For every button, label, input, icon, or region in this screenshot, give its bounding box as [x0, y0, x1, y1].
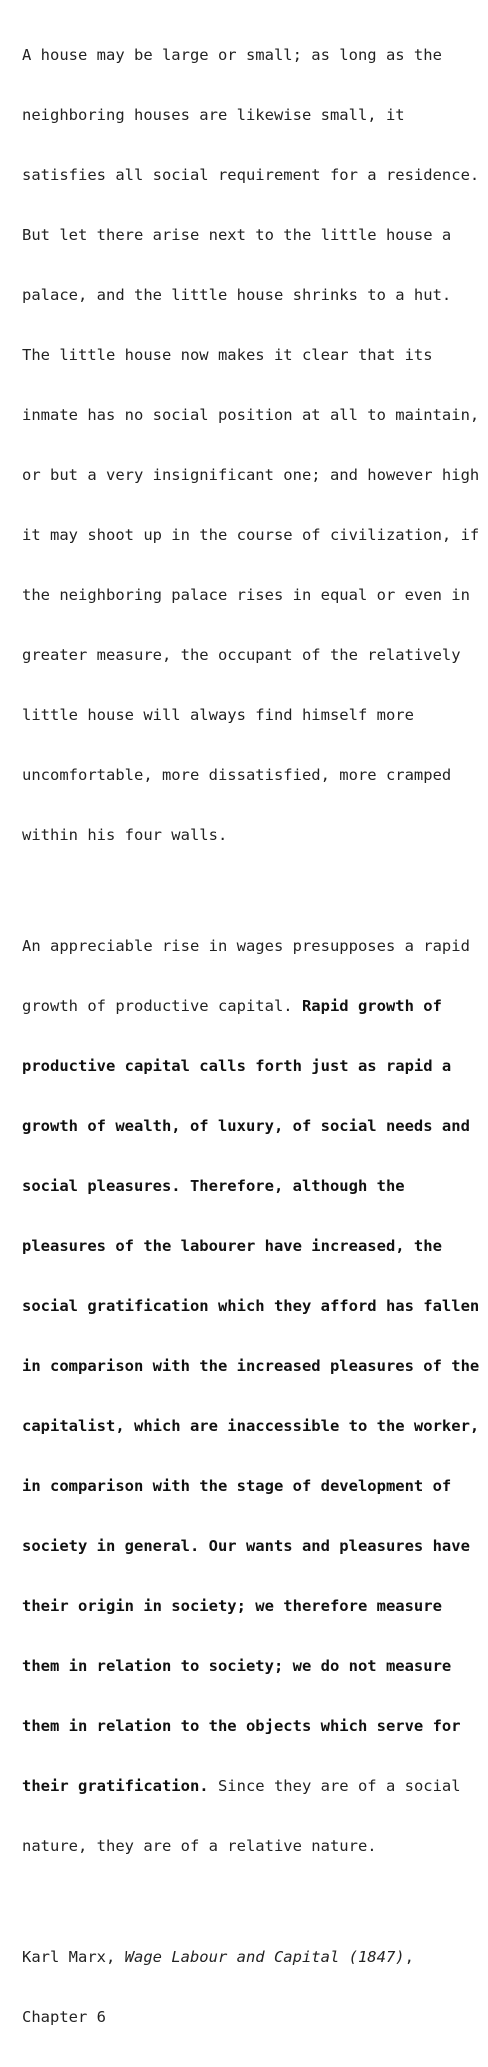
- bold-text-line: in comparison with the stage of development of: [22, 1477, 452, 1495]
- citation-comma: ,: [404, 1948, 414, 1966]
- bold-text-line: social gratification which they afford has fallen: [22, 1297, 480, 1315]
- bold-text-line: productive capital calls forth just as rapid a: [22, 1057, 452, 1075]
- text-line: or but a very insignificant one; and however high: [22, 466, 480, 484]
- plain-text: growth of productive capital.: [22, 997, 302, 1015]
- citation-author: Karl Marx,: [22, 1948, 125, 1966]
- text-line-mixed: [22, 1776, 478, 1796]
- bold-text-line: in comparison with the increased pleasures of the: [22, 1357, 480, 1375]
- text-line: palace, and the little house shrinks to a hut.: [22, 286, 452, 304]
- text-line: uncomfortable, more dissatisfied, more cramped: [22, 766, 452, 784]
- bold-text-line: capitalist, which are inaccessible to the worker,: [22, 1417, 480, 1435]
- text-line: satisfies all social requirement for a residence.: [22, 166, 480, 184]
- text-line: neighboring houses are likewise small, it: [22, 106, 405, 124]
- text-line-mixed: [22, 996, 478, 1016]
- text-line: inmate has no social position at all to maintain,: [22, 406, 480, 424]
- text-line: A house may be large or small; as long as the: [22, 46, 442, 64]
- text-line: But let there arise next to the little house a: [22, 226, 452, 244]
- text-line: within his four walls.: [22, 826, 228, 844]
- text-line: little house will always find himself more: [22, 706, 414, 724]
- bold-text-line: their origin in society; we therefore measure: [22, 1597, 442, 1615]
- paragraph-wages: [22, 896, 478, 1896]
- bold-text-line: them in relation to the objects which serve for: [22, 1717, 461, 1735]
- citation: [22, 1907, 478, 2067]
- bold-text-line: society in general. Our wants and pleasures have: [22, 1537, 470, 1555]
- citation-work-title: Wage Labour and Capital (1847): [124, 1948, 405, 1966]
- paragraph-house: [22, 5, 478, 885]
- plain-text: Since they are of a social: [208, 1777, 461, 1795]
- text-line: greater measure, the occupant of the relatively: [22, 646, 461, 664]
- bold-text-line: pleasures of the labourer have increased, the: [22, 1237, 442, 1255]
- text-line: it may shoot up in the course of civilization, if: [22, 526, 480, 544]
- bold-text-line: social pleasures. Therefore, although the: [22, 1177, 405, 1195]
- bold-text: Rapid growth of: [301, 997, 442, 1015]
- bold-text-line: growth of wealth, of luxury, of social needs and: [22, 1117, 470, 1135]
- bold-text-line: them in relation to society; we do not measure: [22, 1657, 452, 1675]
- bold-text: their gratification.: [22, 1777, 209, 1795]
- text-line: An appreciable rise in wages presupposes a rapid: [22, 937, 470, 955]
- text-line: The little house now makes it clear that its: [22, 346, 433, 364]
- text-line: nature, they are of a relative nature.: [22, 1837, 377, 1855]
- text-line: the neighboring palace rises in equal or even in: [22, 586, 470, 604]
- citation-chapter: Chapter 6: [22, 2008, 106, 2026]
- citation-source: [22, 1947, 478, 1967]
